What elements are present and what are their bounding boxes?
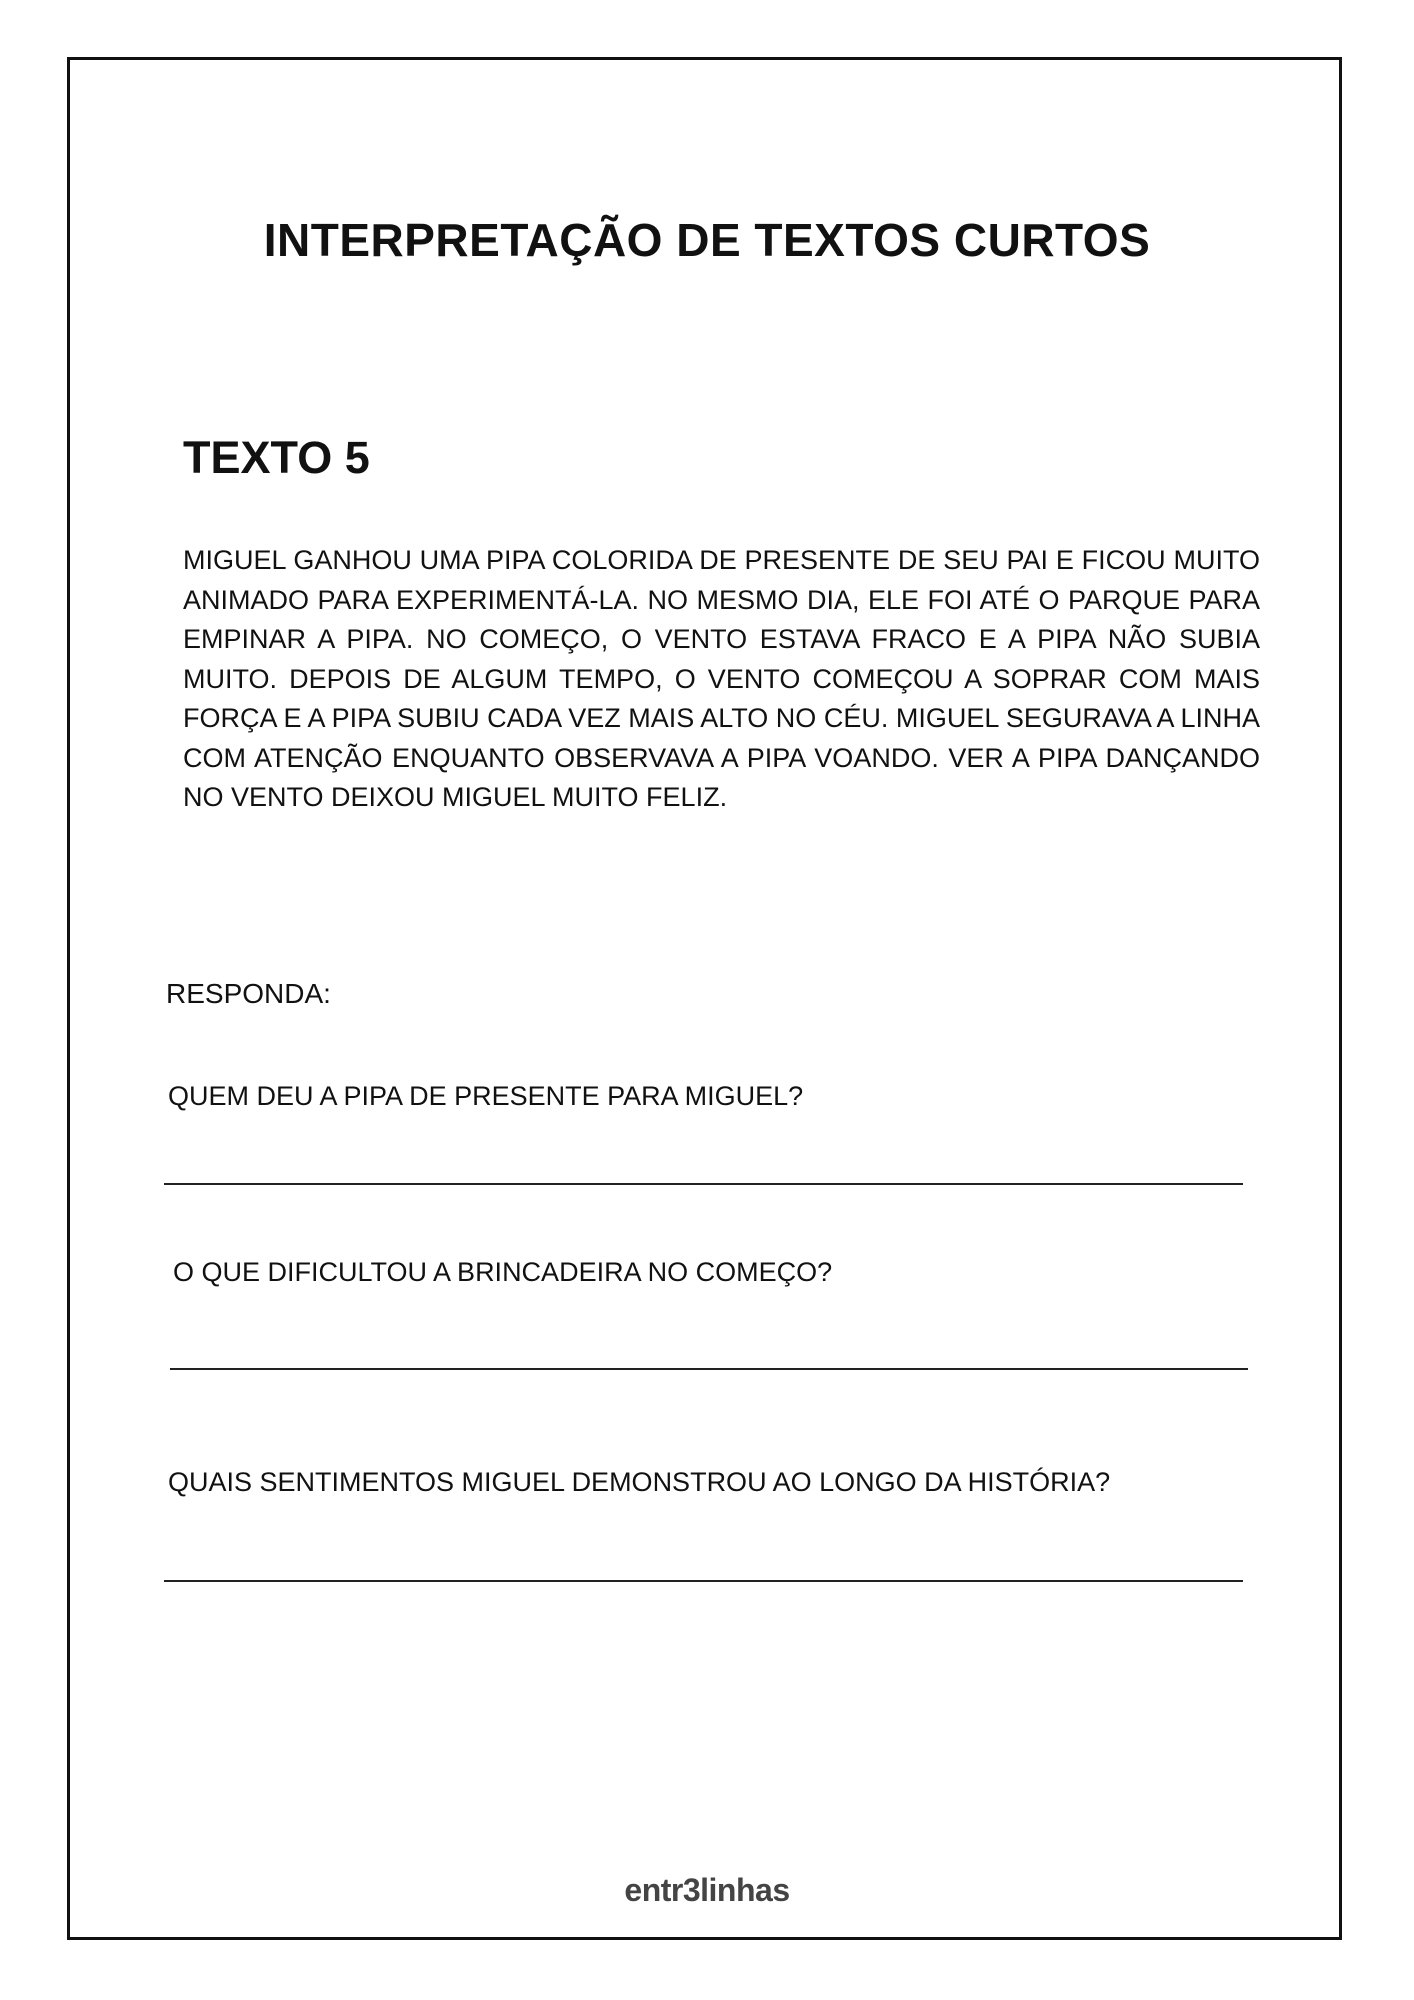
section-heading: TEXTO 5 [183, 432, 370, 483]
answer-line-1[interactable] [164, 1183, 1243, 1185]
answer-line-2[interactable] [170, 1368, 1248, 1370]
page-title: INTERPRETAÇÃO DE TEXTOS CURTOS [263, 214, 1151, 266]
story-paragraph: MIGUEL GANHOU UMA PIPA COLORIDA DE PRESENTE DE SEU PAI E FICOU MUITO ANIMADO PARA EXPERIMENTÁ-LA. NO MESMO DIA, ELE FOI ATÉ O PARQUE PARA EMPINAR A PIPA. NO COMEÇO, O VENTO ESTAVA FRACO E A PIPA NÃO SUBIA MUITO. DEPOIS DE ALGUM TEMPO, O VENTO COMEÇOU A SOPRAR COM MAIS FORÇA E A PIPA SUBIU CADA VEZ MAIS ALTO NO CÉU. MIGUEL SEGURAVA A LINHA COM ATENÇÃO ENQUANTO OBSERVAVA A PIPA VOANDO. VER A PIPA DANÇANDO NO VENTO DEIXOU MIGUEL MUITO FELIZ. [183, 545, 1260, 812]
question-3: QUAIS SENTIMENTOS MIGUEL DEMONSTROU AO LONGO DA HISTÓRIA? [168, 1467, 1111, 1497]
respond-label: RESPONDA: [166, 978, 331, 1009]
brand-logo: entr3linhas [624, 1872, 790, 1908]
question-1: QUEM DEU A PIPA DE PRESENTE PARA MIGUEL? [168, 1081, 804, 1111]
question-2: O QUE DIFICULTOU A BRINCADEIRA NO COMEÇO? [173, 1257, 833, 1287]
answer-line-3[interactable] [164, 1580, 1243, 1582]
